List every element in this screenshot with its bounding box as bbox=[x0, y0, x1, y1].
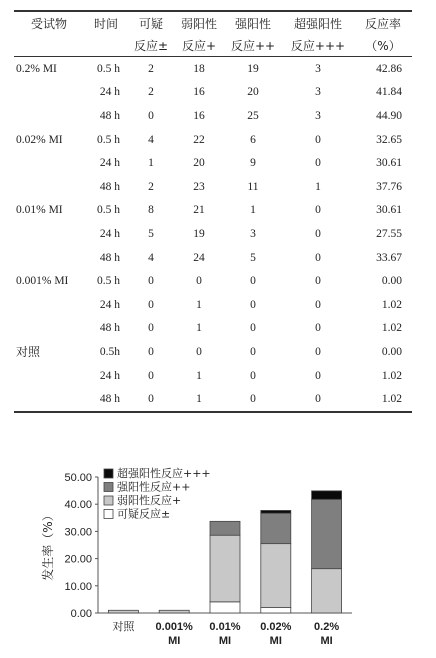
cell-super-strong: 0 bbox=[315, 298, 321, 311]
x-tick-label: 0.01% MI bbox=[209, 621, 241, 647]
cell-questionable: 2 bbox=[148, 86, 154, 99]
table-row bbox=[14, 269, 412, 293]
table-row bbox=[14, 57, 412, 81]
cell-questionable: 2 bbox=[148, 62, 154, 75]
cell-weak: 0 bbox=[196, 275, 202, 288]
chart-legend bbox=[104, 466, 211, 521]
table-row bbox=[14, 222, 412, 246]
row-time: 0.5 h bbox=[97, 204, 120, 217]
bar-segment bbox=[261, 510, 291, 513]
row-group-label bbox=[14, 317, 84, 341]
cell-rate: 0.00 bbox=[381, 275, 402, 288]
cell-rate: 42.86 bbox=[376, 62, 402, 75]
cell-super-strong: 3 bbox=[315, 62, 321, 75]
cell-weak: 16 bbox=[193, 109, 205, 122]
cell-strong: 25 bbox=[247, 109, 259, 122]
header-group: 受试物 bbox=[30, 16, 67, 31]
bar-segment bbox=[312, 499, 342, 568]
cell-rate: 32.65 bbox=[376, 133, 402, 146]
cell-weak: 1 bbox=[196, 369, 202, 382]
header-super-strong-sub: 反应+++ bbox=[290, 38, 346, 53]
x-tick-label: 0.001% MI bbox=[155, 621, 193, 647]
row-time: 24 h bbox=[99, 298, 120, 311]
table-row bbox=[14, 128, 412, 152]
cell-super-strong: 0 bbox=[315, 157, 321, 170]
cell-questionable: 0 bbox=[148, 298, 154, 311]
cell-rate: 44.90 bbox=[376, 109, 402, 122]
cell-strong: 3 bbox=[250, 227, 256, 240]
cell-questionable: 2 bbox=[148, 180, 154, 193]
cell-super-strong: 3 bbox=[315, 86, 321, 99]
cell-questionable: 4 bbox=[148, 251, 154, 264]
legend-swatch bbox=[104, 510, 113, 519]
table-row bbox=[14, 151, 412, 175]
row-time: 24 h bbox=[99, 369, 120, 382]
cell-strong: 19 bbox=[247, 62, 259, 75]
bar-segment bbox=[261, 608, 291, 613]
row-group-label: 对照 bbox=[16, 345, 41, 360]
y-tick-label: 50.00 bbox=[64, 472, 92, 484]
cell-questionable: 0 bbox=[148, 275, 154, 288]
table-header-row bbox=[14, 34, 412, 57]
header-super-strong: 超强阳性 bbox=[293, 16, 342, 31]
header-time: 时间 bbox=[93, 16, 118, 31]
header-strong-sub: 反应++ bbox=[230, 38, 276, 53]
table-row bbox=[14, 293, 412, 317]
header-rate-sub: （%） bbox=[365, 38, 401, 53]
cell-weak: 21 bbox=[193, 204, 205, 217]
cell-strong: 0 bbox=[250, 369, 256, 382]
cell-rate: 1.02 bbox=[381, 322, 402, 335]
cell-weak: 23 bbox=[193, 180, 205, 193]
cell-strong: 20 bbox=[247, 86, 259, 99]
header-strong: 强阳性 bbox=[234, 16, 271, 31]
chart-axes bbox=[40, 472, 352, 647]
cell-questionable: 0 bbox=[148, 109, 154, 122]
table-row bbox=[14, 317, 412, 341]
cell-rate: 41.84 bbox=[376, 86, 402, 99]
row-group-label: 0.02% MI bbox=[16, 133, 63, 146]
cell-rate: 1.02 bbox=[381, 369, 402, 382]
row-time: 24 h bbox=[99, 227, 120, 240]
table-row bbox=[14, 246, 412, 270]
table-row bbox=[14, 199, 412, 223]
legend-label: 可疑反应± bbox=[117, 507, 171, 521]
row-time: 48 h bbox=[99, 109, 120, 122]
table-row bbox=[14, 364, 412, 388]
row-group-label: 0.001% MI bbox=[16, 275, 69, 288]
legend-label: 超强阳性反应+++ bbox=[117, 467, 211, 480]
cell-super-strong: 0 bbox=[315, 133, 321, 146]
row-time: 24 h bbox=[99, 157, 120, 170]
cell-questionable: 0 bbox=[148, 322, 154, 335]
cell-questionable: 0 bbox=[148, 393, 154, 406]
cell-rate: 1.02 bbox=[381, 298, 402, 311]
y-tick-label: 0.00 bbox=[70, 608, 92, 620]
row-group-label bbox=[14, 387, 84, 412]
cell-weak: 1 bbox=[196, 393, 202, 406]
cell-rate: 30.61 bbox=[376, 204, 402, 217]
bar-segment bbox=[312, 491, 342, 499]
row-time: 48 h bbox=[99, 180, 120, 193]
cell-weak: 1 bbox=[196, 298, 202, 311]
cell-rate: 33.67 bbox=[376, 251, 402, 264]
cell-strong: 0 bbox=[250, 275, 256, 288]
cell-super-strong: 3 bbox=[315, 109, 321, 122]
result-table bbox=[14, 10, 412, 413]
table-header-row bbox=[14, 11, 412, 34]
header-weak-sub: 反应+ bbox=[181, 38, 217, 53]
cell-weak: 24 bbox=[193, 251, 205, 264]
bar-segment bbox=[108, 610, 138, 613]
cell-super-strong: 0 bbox=[315, 204, 321, 217]
row-group-label bbox=[14, 175, 84, 199]
cell-questionable: 5 bbox=[148, 227, 154, 240]
table-row bbox=[14, 81, 412, 105]
y-tick-label: 20.00 bbox=[64, 553, 92, 566]
cell-super-strong: 0 bbox=[315, 322, 321, 335]
cell-strong: 9 bbox=[250, 157, 256, 170]
cell-super-strong: 1 bbox=[315, 180, 321, 193]
cell-super-strong: 0 bbox=[315, 227, 321, 240]
cell-strong: 1 bbox=[250, 204, 256, 217]
cell-questionable: 0 bbox=[148, 345, 154, 358]
table-row bbox=[14, 340, 412, 364]
header-weak: 弱阳性 bbox=[180, 16, 217, 31]
table-row bbox=[14, 387, 412, 412]
cell-weak: 0 bbox=[196, 345, 202, 358]
cell-questionable: 0 bbox=[148, 369, 154, 382]
row-time: 48 h bbox=[99, 322, 120, 335]
row-time: 0.5h bbox=[99, 345, 120, 358]
cell-strong: 11 bbox=[247, 180, 259, 193]
row-group-label: 0.01% MI bbox=[16, 204, 63, 217]
cell-rate: 0.00 bbox=[381, 345, 402, 358]
bar-segment bbox=[312, 569, 342, 613]
row-group-label bbox=[14, 104, 84, 128]
bar-segment bbox=[159, 610, 189, 613]
cell-strong: 0 bbox=[250, 322, 256, 335]
legend-label: 强阳性反应++ bbox=[117, 480, 191, 494]
header-group-sub bbox=[14, 34, 84, 57]
cell-weak: 20 bbox=[193, 157, 205, 170]
cell-rate: 1.02 bbox=[381, 393, 402, 406]
row-group-label bbox=[14, 81, 84, 105]
cell-rate: 27.55 bbox=[376, 227, 402, 240]
row-time: 24 h bbox=[99, 86, 120, 99]
cell-strong: 6 bbox=[250, 133, 256, 146]
header-questionable-sub: 反应± bbox=[133, 38, 169, 53]
table-row bbox=[14, 175, 412, 199]
row-time: 0.5 h bbox=[97, 133, 120, 146]
legend-swatch bbox=[104, 483, 113, 492]
cell-rate: 37.76 bbox=[376, 180, 402, 193]
bar-segment bbox=[210, 521, 240, 535]
header-time-sub bbox=[84, 34, 128, 57]
cell-strong: 0 bbox=[250, 345, 256, 358]
y-tick-label: 30.00 bbox=[64, 526, 92, 539]
header-rate: 反应率 bbox=[364, 16, 401, 31]
cell-strong: 5 bbox=[250, 251, 256, 264]
x-tick-label: 0.02% MI bbox=[260, 621, 292, 647]
x-tick-label: 0.2% MI bbox=[314, 621, 340, 647]
cell-questionable: 1 bbox=[148, 157, 154, 170]
row-group-label bbox=[14, 246, 84, 270]
cell-strong: 0 bbox=[250, 393, 256, 406]
bar-segment bbox=[261, 513, 291, 543]
stacked-bar-chart bbox=[0, 455, 436, 658]
cell-super-strong: 0 bbox=[315, 393, 321, 406]
cell-weak: 1 bbox=[196, 322, 202, 335]
row-group-label bbox=[14, 364, 84, 388]
cell-weak: 16 bbox=[193, 86, 205, 99]
cell-strong: 0 bbox=[250, 298, 256, 311]
cell-super-strong: 0 bbox=[315, 345, 321, 358]
row-time: 48 h bbox=[99, 393, 120, 406]
row-group-label: 0.2% MI bbox=[16, 62, 57, 75]
y-axis-title: 发生率（%） bbox=[41, 509, 55, 581]
cell-questionable: 8 bbox=[148, 204, 154, 217]
cell-weak: 19 bbox=[193, 227, 205, 240]
bar-segment bbox=[210, 535, 240, 602]
row-group-label bbox=[14, 293, 84, 317]
x-tick-label: 对照 bbox=[112, 620, 135, 633]
row-time: 0.5 h bbox=[97, 62, 120, 75]
table-row bbox=[14, 104, 412, 128]
legend-label: 弱阳性反应+ bbox=[117, 494, 182, 507]
cell-questionable: 4 bbox=[148, 133, 154, 146]
header-questionable: 可疑 bbox=[138, 16, 163, 31]
y-tick-label: 40.00 bbox=[64, 499, 92, 512]
cell-super-strong: 0 bbox=[315, 369, 321, 382]
cell-weak: 18 bbox=[193, 62, 205, 75]
y-tick-label: 10.00 bbox=[64, 580, 92, 593]
legend-swatch bbox=[104, 469, 113, 478]
cell-super-strong: 0 bbox=[315, 275, 321, 288]
cell-weak: 22 bbox=[193, 133, 205, 146]
bar-segment bbox=[261, 544, 291, 608]
cell-rate: 30.61 bbox=[376, 157, 402, 170]
bar-segment bbox=[210, 602, 240, 613]
row-time: 0.5 h bbox=[97, 275, 120, 288]
legend-swatch bbox=[104, 496, 113, 505]
cell-super-strong: 0 bbox=[315, 251, 321, 264]
table-body bbox=[14, 57, 412, 412]
row-group-label bbox=[14, 151, 84, 175]
row-time: 48 h bbox=[99, 251, 120, 264]
row-group-label bbox=[14, 222, 84, 246]
